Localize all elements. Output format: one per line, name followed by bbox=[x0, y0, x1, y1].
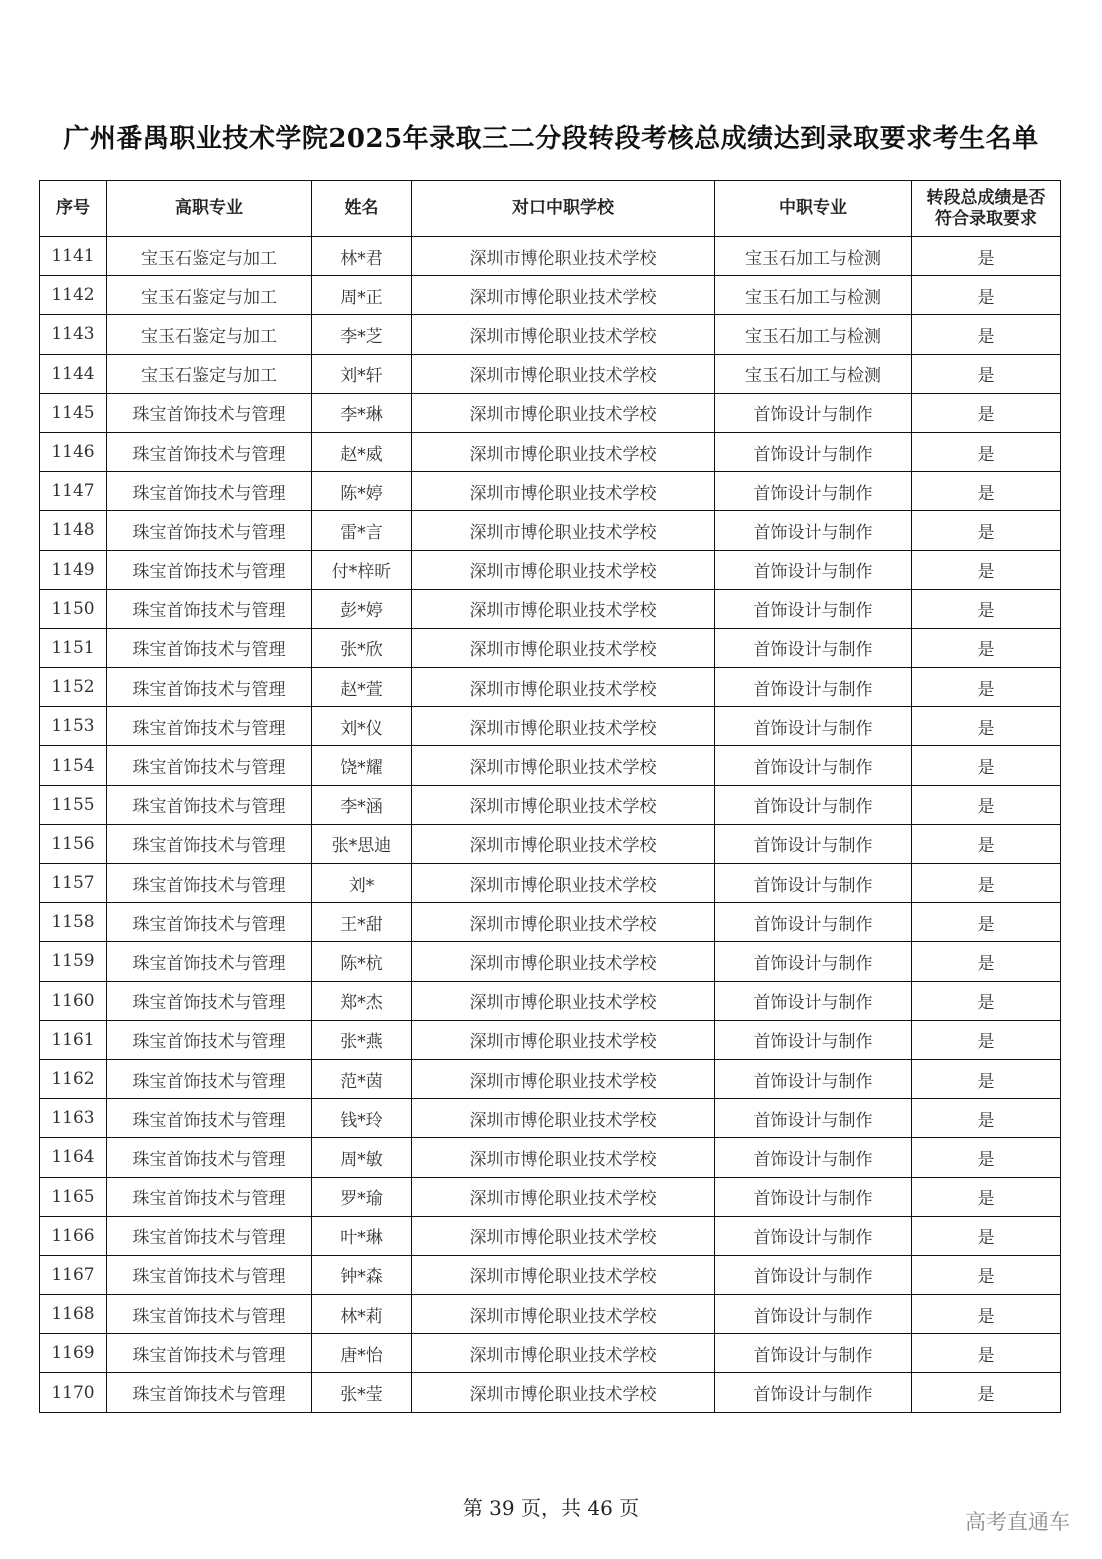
cell-school: 深圳市博伦职业技术学校 bbox=[412, 511, 715, 550]
cell-index: 1159 bbox=[40, 942, 107, 981]
cell-college-major: 珠宝首饰技术与管理 bbox=[107, 393, 312, 432]
header-index: 序号 bbox=[40, 181, 107, 237]
cell-college-major: 珠宝首饰技术与管理 bbox=[107, 1334, 312, 1373]
cell-college-major: 珠宝首饰技术与管理 bbox=[107, 1373, 312, 1412]
cell-index: 1158 bbox=[40, 903, 107, 942]
cell-school: 深圳市博伦职业技术学校 bbox=[412, 1177, 715, 1216]
cell-index: 1153 bbox=[40, 707, 107, 746]
cell-secondary-major: 首饰设计与制作 bbox=[715, 393, 912, 432]
cell-qualified: 是 bbox=[912, 1255, 1061, 1294]
cell-college-major: 珠宝首饰技术与管理 bbox=[107, 903, 312, 942]
cell-name: 张*莹 bbox=[312, 1373, 412, 1412]
cell-college-major: 珠宝首饰技术与管理 bbox=[107, 1255, 312, 1294]
cell-secondary-major: 首饰设计与制作 bbox=[715, 942, 912, 981]
watermark: 高考直通车 bbox=[965, 1510, 1070, 1534]
cell-secondary-major: 宝玉石加工与检测 bbox=[715, 315, 912, 354]
cell-secondary-major: 首饰设计与制作 bbox=[715, 511, 912, 550]
table-row bbox=[40, 393, 1061, 432]
table-header-row bbox=[40, 181, 1061, 237]
cell-qualified: 是 bbox=[912, 1138, 1061, 1177]
table-row bbox=[40, 1255, 1061, 1294]
cell-college-major: 珠宝首饰技术与管理 bbox=[107, 942, 312, 981]
cell-secondary-major: 首饰设计与制作 bbox=[715, 1373, 912, 1412]
cell-school: 深圳市博伦职业技术学校 bbox=[412, 354, 715, 393]
table-row bbox=[40, 472, 1061, 511]
table-row bbox=[40, 746, 1061, 785]
cell-secondary-major: 首饰设计与制作 bbox=[715, 668, 912, 707]
cell-secondary-major: 首饰设计与制作 bbox=[715, 1177, 912, 1216]
cell-secondary-major: 首饰设计与制作 bbox=[715, 903, 912, 942]
cell-name: 李*琳 bbox=[312, 393, 412, 432]
cell-school: 深圳市博伦职业技术学校 bbox=[412, 903, 715, 942]
header-name: 姓名 bbox=[312, 181, 412, 237]
cell-college-major: 珠宝首饰技术与管理 bbox=[107, 785, 312, 824]
cell-school: 深圳市博伦职业技术学校 bbox=[412, 276, 715, 315]
cell-name: 叶*琳 bbox=[312, 1216, 412, 1255]
cell-qualified: 是 bbox=[912, 1059, 1061, 1098]
cell-school: 深圳市博伦职业技术学校 bbox=[412, 824, 715, 863]
cell-school: 深圳市博伦职业技术学校 bbox=[412, 432, 715, 471]
cell-college-major: 珠宝首饰技术与管理 bbox=[107, 707, 312, 746]
cell-index: 1167 bbox=[40, 1255, 107, 1294]
table-row bbox=[40, 511, 1061, 550]
cell-college-major: 珠宝首饰技术与管理 bbox=[107, 864, 312, 903]
cell-qualified: 是 bbox=[912, 1216, 1061, 1255]
table-row bbox=[40, 903, 1061, 942]
cell-school: 深圳市博伦职业技术学校 bbox=[412, 589, 715, 628]
cell-name: 张*燕 bbox=[312, 1020, 412, 1059]
cell-qualified: 是 bbox=[912, 824, 1061, 863]
cell-index: 1144 bbox=[40, 354, 107, 393]
cell-name: 刘*轩 bbox=[312, 354, 412, 393]
cell-index: 1156 bbox=[40, 824, 107, 863]
cell-secondary-major: 首饰设计与制作 bbox=[715, 628, 912, 667]
cell-index: 1143 bbox=[40, 315, 107, 354]
cell-name: 周*正 bbox=[312, 276, 412, 315]
cell-name: 张*思迪 bbox=[312, 824, 412, 863]
header-secondary-major: 中职专业 bbox=[715, 181, 912, 237]
cell-school: 深圳市博伦职业技术学校 bbox=[412, 1255, 715, 1294]
cell-college-major: 珠宝首饰技术与管理 bbox=[107, 1295, 312, 1334]
cell-qualified: 是 bbox=[912, 432, 1061, 471]
cell-index: 1151 bbox=[40, 628, 107, 667]
cell-college-major: 宝玉石鉴定与加工 bbox=[107, 354, 312, 393]
cell-qualified: 是 bbox=[912, 942, 1061, 981]
cell-secondary-major: 首饰设计与制作 bbox=[715, 864, 912, 903]
cell-name: 饶*耀 bbox=[312, 746, 412, 785]
cell-qualified: 是 bbox=[912, 1373, 1061, 1412]
cell-qualified: 是 bbox=[912, 511, 1061, 550]
cell-secondary-major: 首饰设计与制作 bbox=[715, 1216, 912, 1255]
table-row bbox=[40, 237, 1061, 276]
cell-college-major: 珠宝首饰技术与管理 bbox=[107, 1099, 312, 1138]
cell-qualified: 是 bbox=[912, 315, 1061, 354]
table-row bbox=[40, 550, 1061, 589]
cell-college-major: 珠宝首饰技术与管理 bbox=[107, 1177, 312, 1216]
cell-index: 1157 bbox=[40, 864, 107, 903]
cell-qualified: 是 bbox=[912, 589, 1061, 628]
table-row bbox=[40, 1334, 1061, 1373]
table-row bbox=[40, 354, 1061, 393]
cell-qualified: 是 bbox=[912, 550, 1061, 589]
cell-qualified: 是 bbox=[912, 981, 1061, 1020]
cell-school: 深圳市博伦职业技术学校 bbox=[412, 981, 715, 1020]
cell-college-major: 珠宝首饰技术与管理 bbox=[107, 511, 312, 550]
cell-index: 1147 bbox=[40, 472, 107, 511]
cell-name: 周*敏 bbox=[312, 1138, 412, 1177]
cell-college-major: 珠宝首饰技术与管理 bbox=[107, 746, 312, 785]
cell-school: 深圳市博伦职业技术学校 bbox=[412, 1334, 715, 1373]
cell-index: 1160 bbox=[40, 981, 107, 1020]
cell-secondary-major: 首饰设计与制作 bbox=[715, 432, 912, 471]
cell-qualified: 是 bbox=[912, 276, 1061, 315]
cell-name: 郑*杰 bbox=[312, 981, 412, 1020]
cell-name: 罗*瑜 bbox=[312, 1177, 412, 1216]
table-row bbox=[40, 707, 1061, 746]
cell-index: 1142 bbox=[40, 276, 107, 315]
cell-school: 深圳市博伦职业技术学校 bbox=[412, 746, 715, 785]
cell-index: 1161 bbox=[40, 1020, 107, 1059]
cell-qualified: 是 bbox=[912, 393, 1061, 432]
table-row bbox=[40, 942, 1061, 981]
cell-secondary-major: 首饰设计与制作 bbox=[715, 1099, 912, 1138]
table-row bbox=[40, 1059, 1061, 1098]
cell-college-major: 珠宝首饰技术与管理 bbox=[107, 668, 312, 707]
cell-school: 深圳市博伦职业技术学校 bbox=[412, 628, 715, 667]
cell-index: 1152 bbox=[40, 668, 107, 707]
cell-qualified: 是 bbox=[912, 864, 1061, 903]
cell-name: 林*君 bbox=[312, 237, 412, 276]
cell-secondary-major: 首饰设计与制作 bbox=[715, 472, 912, 511]
cell-qualified: 是 bbox=[912, 1295, 1061, 1334]
cell-secondary-major: 首饰设计与制作 bbox=[715, 746, 912, 785]
cell-qualified: 是 bbox=[912, 707, 1061, 746]
cell-name: 李*芝 bbox=[312, 315, 412, 354]
cell-school: 深圳市博伦职业技术学校 bbox=[412, 1216, 715, 1255]
cell-secondary-major: 首饰设计与制作 bbox=[715, 550, 912, 589]
header-college-major: 高职专业 bbox=[107, 181, 312, 237]
admission-table bbox=[39, 180, 1061, 1413]
table-row bbox=[40, 1373, 1061, 1412]
cell-school: 深圳市博伦职业技术学校 bbox=[412, 1295, 715, 1334]
cell-college-major: 珠宝首饰技术与管理 bbox=[107, 1216, 312, 1255]
cell-index: 1150 bbox=[40, 589, 107, 628]
cell-index: 1149 bbox=[40, 550, 107, 589]
cell-qualified: 是 bbox=[912, 1334, 1061, 1373]
cell-secondary-major: 宝玉石加工与检测 bbox=[715, 354, 912, 393]
table-row bbox=[40, 1020, 1061, 1059]
cell-secondary-major: 宝玉石加工与检测 bbox=[715, 237, 912, 276]
cell-school: 深圳市博伦职业技术学校 bbox=[412, 237, 715, 276]
cell-name: 林*莉 bbox=[312, 1295, 412, 1334]
cell-index: 1163 bbox=[40, 1099, 107, 1138]
cell-school: 深圳市博伦职业技术学校 bbox=[412, 1020, 715, 1059]
cell-name: 彭*婷 bbox=[312, 589, 412, 628]
cell-name: 范*茵 bbox=[312, 1059, 412, 1098]
cell-name: 张*欣 bbox=[312, 628, 412, 667]
cell-secondary-major: 首饰设计与制作 bbox=[715, 1334, 912, 1373]
cell-index: 1145 bbox=[40, 393, 107, 432]
cell-secondary-major: 首饰设计与制作 bbox=[715, 1020, 912, 1059]
cell-secondary-major: 宝玉石加工与检测 bbox=[715, 276, 912, 315]
cell-college-major: 珠宝首饰技术与管理 bbox=[107, 1138, 312, 1177]
cell-index: 1170 bbox=[40, 1373, 107, 1412]
table-row bbox=[40, 628, 1061, 667]
cell-qualified: 是 bbox=[912, 237, 1061, 276]
cell-secondary-major: 首饰设计与制作 bbox=[715, 589, 912, 628]
cell-index: 1164 bbox=[40, 1138, 107, 1177]
cell-secondary-major: 首饰设计与制作 bbox=[715, 785, 912, 824]
cell-school: 深圳市博伦职业技术学校 bbox=[412, 942, 715, 981]
cell-index: 1146 bbox=[40, 432, 107, 471]
cell-name: 钟*森 bbox=[312, 1255, 412, 1294]
cell-name: 雷*言 bbox=[312, 511, 412, 550]
cell-school: 深圳市博伦职业技术学校 bbox=[412, 668, 715, 707]
cell-school: 深圳市博伦职业技术学校 bbox=[412, 1059, 715, 1098]
cell-name: 赵*萱 bbox=[312, 668, 412, 707]
cell-name: 付*梓昕 bbox=[312, 550, 412, 589]
table-row bbox=[40, 276, 1061, 315]
cell-secondary-major: 首饰设计与制作 bbox=[715, 1138, 912, 1177]
table-row bbox=[40, 668, 1061, 707]
cell-school: 深圳市博伦职业技术学校 bbox=[412, 550, 715, 589]
cell-qualified: 是 bbox=[912, 668, 1061, 707]
cell-college-major: 珠宝首饰技术与管理 bbox=[107, 628, 312, 667]
cell-qualified: 是 bbox=[912, 785, 1061, 824]
table-row bbox=[40, 785, 1061, 824]
cell-name: 赵*威 bbox=[312, 432, 412, 471]
table-row bbox=[40, 1216, 1061, 1255]
cell-qualified: 是 bbox=[912, 1020, 1061, 1059]
document-title: 广州番禺职业技术学院2025年录取三二分段转段考核总成绩达到录取要求考生名单 bbox=[63, 124, 1039, 154]
cell-index: 1166 bbox=[40, 1216, 107, 1255]
cell-secondary-major: 首饰设计与制作 bbox=[715, 981, 912, 1020]
cell-school: 深圳市博伦职业技术学校 bbox=[412, 864, 715, 903]
header-school: 对口中职学校 bbox=[412, 181, 715, 237]
cell-secondary-major: 首饰设计与制作 bbox=[715, 1255, 912, 1294]
cell-index: 1169 bbox=[40, 1334, 107, 1373]
cell-school: 深圳市博伦职业技术学校 bbox=[412, 472, 715, 511]
cell-college-major: 珠宝首饰技术与管理 bbox=[107, 824, 312, 863]
table-row bbox=[40, 1099, 1061, 1138]
cell-name: 李*涵 bbox=[312, 785, 412, 824]
cell-college-major: 宝玉石鉴定与加工 bbox=[107, 276, 312, 315]
cell-secondary-major: 首饰设计与制作 bbox=[715, 1059, 912, 1098]
cell-secondary-major: 首饰设计与制作 bbox=[715, 707, 912, 746]
cell-school: 深圳市博伦职业技术学校 bbox=[412, 1373, 715, 1412]
table-row bbox=[40, 432, 1061, 471]
cell-name: 陈*婷 bbox=[312, 472, 412, 511]
header-qualified: 转段总成绩是否符合录取要求 bbox=[912, 181, 1061, 237]
cell-index: 1154 bbox=[40, 746, 107, 785]
table-row bbox=[40, 1295, 1061, 1334]
cell-index: 1168 bbox=[40, 1295, 107, 1334]
cell-name: 刘* bbox=[312, 864, 412, 903]
cell-qualified: 是 bbox=[912, 903, 1061, 942]
cell-qualified: 是 bbox=[912, 1099, 1061, 1138]
cell-index: 1165 bbox=[40, 1177, 107, 1216]
cell-school: 深圳市博伦职业技术学校 bbox=[412, 393, 715, 432]
cell-index: 1148 bbox=[40, 511, 107, 550]
table-row bbox=[40, 315, 1061, 354]
cell-index: 1155 bbox=[40, 785, 107, 824]
cell-college-major: 珠宝首饰技术与管理 bbox=[107, 589, 312, 628]
page-number: 第 39 页，共 46 页 bbox=[462, 1496, 640, 1520]
cell-college-major: 珠宝首饰技术与管理 bbox=[107, 472, 312, 511]
cell-school: 深圳市博伦职业技术学校 bbox=[412, 315, 715, 354]
cell-name: 钱*玲 bbox=[312, 1099, 412, 1138]
cell-school: 深圳市博伦职业技术学校 bbox=[412, 707, 715, 746]
table-row bbox=[40, 824, 1061, 863]
cell-college-major: 珠宝首饰技术与管理 bbox=[107, 981, 312, 1020]
cell-college-major: 宝玉石鉴定与加工 bbox=[107, 315, 312, 354]
cell-college-major: 珠宝首饰技术与管理 bbox=[107, 550, 312, 589]
cell-qualified: 是 bbox=[912, 746, 1061, 785]
cell-qualified: 是 bbox=[912, 354, 1061, 393]
cell-index: 1141 bbox=[40, 237, 107, 276]
cell-secondary-major: 首饰设计与制作 bbox=[715, 824, 912, 863]
table-row bbox=[40, 1177, 1061, 1216]
table-row bbox=[40, 1138, 1061, 1177]
cell-college-major: 宝玉石鉴定与加工 bbox=[107, 237, 312, 276]
cell-qualified: 是 bbox=[912, 1177, 1061, 1216]
cell-school: 深圳市博伦职业技术学校 bbox=[412, 1138, 715, 1177]
cell-qualified: 是 bbox=[912, 628, 1061, 667]
cell-name: 陈*杭 bbox=[312, 942, 412, 981]
table-row bbox=[40, 981, 1061, 1020]
cell-college-major: 珠宝首饰技术与管理 bbox=[107, 1059, 312, 1098]
cell-college-major: 珠宝首饰技术与管理 bbox=[107, 1020, 312, 1059]
cell-qualified: 是 bbox=[912, 472, 1061, 511]
table-row bbox=[40, 864, 1061, 903]
table-row bbox=[40, 589, 1061, 628]
cell-school: 深圳市博伦职业技术学校 bbox=[412, 785, 715, 824]
cell-index: 1162 bbox=[40, 1059, 107, 1098]
cell-school: 深圳市博伦职业技术学校 bbox=[412, 1099, 715, 1138]
cell-college-major: 珠宝首饰技术与管理 bbox=[107, 432, 312, 471]
cell-name: 刘*仪 bbox=[312, 707, 412, 746]
cell-name: 唐*怡 bbox=[312, 1334, 412, 1373]
cell-name: 王*甜 bbox=[312, 903, 412, 942]
cell-secondary-major: 首饰设计与制作 bbox=[715, 1295, 912, 1334]
